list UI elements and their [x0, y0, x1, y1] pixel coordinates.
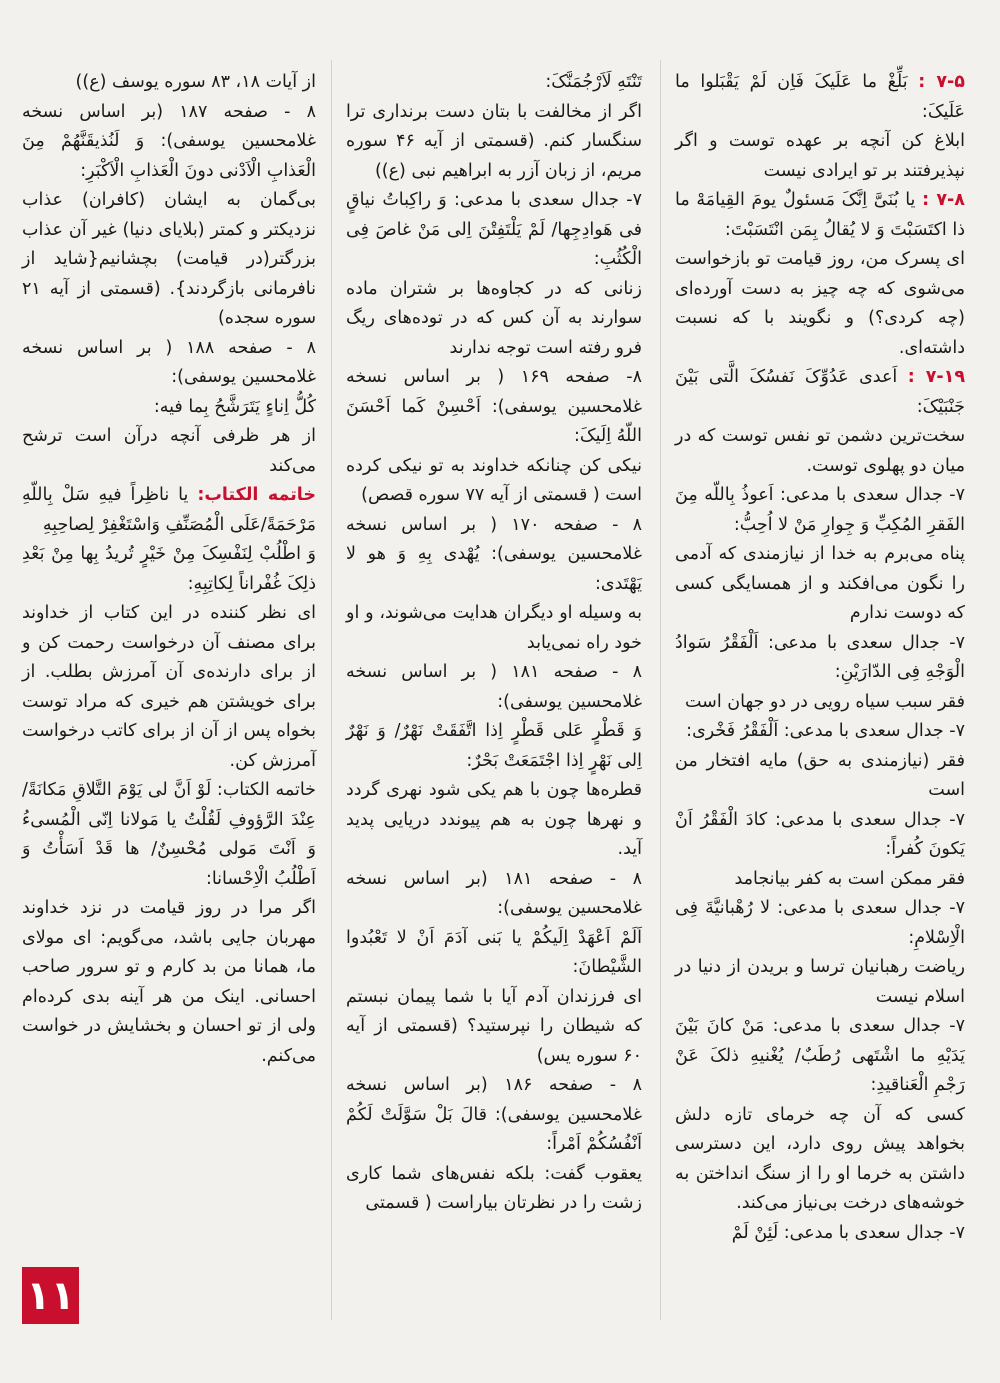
paragraph [346, 599, 642, 658]
paragraph-text: ۸ - صفحه ۱۷۰ ( بر اساس نسخه غلامحسین یوسفی): یُهْدی بِهِ وَ هو لا یَهْتَدی: [346, 514, 642, 594]
paragraph [675, 629, 965, 688]
paragraph-text: فقر (نیازمندی به حق) مایه افتخار من است [675, 750, 965, 800]
paragraph [675, 186, 965, 245]
paragraph-text: ۸ - صفحه ۱۸۸ ( بر اساس نسخه غلامحسین یوسفی): [22, 337, 316, 387]
column-divider [660, 60, 661, 1320]
paragraph [675, 865, 965, 895]
paragraph [346, 1071, 642, 1160]
paragraph [675, 1012, 965, 1101]
paragraph [22, 481, 316, 540]
page-number-badge: ۱۱ [22, 1267, 79, 1324]
paragraph [22, 540, 316, 599]
paragraph [22, 186, 316, 334]
paragraph [675, 806, 965, 865]
paragraph-text: ۸- صفحه ۱۶۹ ( بر اساس نسخه غلامحسین یوسفی): اَحْسِنْ کَما اَحْسَنَ اللّهُ اِلَیکَ: [346, 367, 642, 446]
paragraph-text: کسی که آن چه خرمای تازه دلش بخواهد پیش روی دارد، این دسترسی داشتن به خرما او را از سنگ انداختن به خوشه‌های درخت بی‌نیاز می‌کند. [675, 1104, 965, 1213]
paragraph-text: قطره‌ها چون با هم یکی شود نهری گردد و نهرها چون به هم پیوندد دریایی پدید آید. [346, 780, 642, 859]
paragraph-text: ۷- جدال سعدی با مدعی: لَئِنْ لَمْ [731, 1222, 965, 1243]
paragraph [22, 68, 316, 98]
paragraph-text: یا بُنَیَّ اِنَّکَ مَسئولٌ یومَ القِیامَهْ ما ذا اکتَسَبْتَ وَ لا یُقالُ بِمَن انْتَسَبْتَ: [675, 190, 965, 240]
paragraph-text: از آیات ۱۸، ۸۳ سوره یوسف (ع)) [75, 72, 316, 92]
paragraph-text: اَلَمْ اَعْهَدْ اِلَیکُمْ یا بَنی آدَمَ اَنْ لا تَعْبُدوا الشَّیْطانَ: [346, 927, 642, 977]
paragraph-text: پناه می‌برم به خدا از نیازمندی که آدمی را نگون می‌افکند و از همسایگی کسی که دوست ندارم [675, 544, 965, 623]
paragraph-text: یعقوب گفت: بلکه نفس‌های شما کاری زشت را در نظرتان بیاراست ( قسمتی [346, 1163, 642, 1213]
paragraph [22, 422, 316, 481]
paragraph [675, 127, 965, 186]
paragraph-text: بَلِّغْ ما عَلَیکَ فَاِن لَمْ یَقْبَلوا ما عَلَیکَ: [675, 72, 965, 122]
paragraph [346, 717, 642, 776]
paragraph-text: ۸ - صفحه ۱۸۶ (بر اساس نسخه غلامحسین یوسفی): قالَ بَلْ سَوَّلَتْ لَکُمْ اَنْفُسُکُمْ اَمْراً: [346, 1075, 642, 1154]
column-left [22, 68, 316, 1071]
paragraph-text: یا ناظِراً فیهِ سَلْ بِاللّهِ مَرْحَمَةً/عَلَی الْمُصَنِّفِ وَاسْتَغْفِرْ لِصاحِبِهِ [22, 485, 316, 535]
paragraph-text: ابلاغ کن آنچه بر عهده توست و اگر نپذیرفتند بر تو ایرادی نیست [675, 131, 965, 181]
paragraph-text: ۷- جدال سعدی با مدعی: لا رُهْبانیَّةَ فِی الْاِسْلامِ: [675, 898, 965, 948]
paragraph-text: به وسیله او دیگران هدایت می‌شوند، و او خود راه نمی‌یابد [346, 603, 642, 653]
paragraph [346, 776, 642, 865]
paragraph [22, 98, 316, 187]
paragraph [346, 452, 642, 511]
entry-number: ۷-۸ : [922, 190, 965, 210]
paragraph [346, 924, 642, 983]
paragraph-text: ۸ - صفحه ۱۸۱ (بر اساس نسخه غلامحسین یوسفی): [346, 868, 642, 918]
paragraph-text: تَنْتَهِ لَاَرْجُمَنَّکَ: [545, 72, 642, 92]
paragraph-text: اگر از مخالفت با بتان دست برنداری ترا سنگسار کنم. (قسمتی از آیه ۴۶ سوره مریم، از زبان آزر به ابراهیم نبی (ع)) [346, 101, 643, 181]
paragraph-text: ۷- جدال سعدی با مدعی: کادَ الْفَقْرُ اَنْ یَکونَ کُفراً: [675, 809, 965, 859]
paragraph-text: فقر سبب سیاه رویی در دو جهان است [684, 691, 965, 712]
paragraph-text: ای نظر کننده در این کتاب از خداوند برای مصنف آن درخواست رحمت کن و از برای دارنده‌ی آن آمرزش بطلب. از برای خویشتن هم خیری که مراد توست بخواه پس از آن از برای کاتب درخواست آمرزش کن. [22, 603, 316, 771]
paragraph-text: ای پسرک من، روز قیامت تو بازخواست می‌شوی که چه چیز به دست آورده‌ای (چه کردی؟) و نگویند با که نسبت داشته‌ای. [675, 249, 965, 358]
paragraph [675, 481, 965, 540]
paragraph [22, 334, 316, 393]
paragraph-text: ای فرزندان آدم آیا با شما پیمان نبستم که شیطان را نپرستید؟ (قسمتی از آیه ۶۰ سوره یس) [346, 986, 642, 1066]
paragraph-text: ۸ - صفحه ۱۸۱ ( بر اساس نسخه غلامحسین یوسفی): [346, 662, 642, 712]
paragraph [22, 393, 316, 423]
paragraph [346, 983, 642, 1072]
entry-number: خاتمه الکتاب: [197, 485, 316, 505]
paragraph-text: وَ اطْلُبْ لِنَفْسِکَ مِنْ خَیْرٍ تُریدُ بِها مِنْ بَعْدِ ذلِکَ غُفْراناً لِکاتِبِهِ: [22, 544, 316, 594]
paragraph [22, 776, 316, 894]
paragraph-text: ۸ - صفحه ۱۸۷ (بر اساس نسخه غلامحسین یوسفی): وَ لَنُذیقَنَّهُمْ مِنَ الْعَذابِ الْاَدْنی دونَ الْعَذابِ الْاَکْبَرِ: [22, 101, 316, 181]
paragraph [346, 68, 642, 98]
paragraph [675, 1101, 965, 1219]
paragraph [675, 363, 965, 422]
paragraph [675, 747, 965, 806]
paragraph [675, 422, 965, 481]
column-divider [331, 60, 332, 1320]
entry-number: ۷-۱۹ : [907, 367, 965, 387]
paragraph-text: ۷- جدال سعدی با مدعی: مَنْ کانَ بَیْنَ یَدَیْهِ ما اشْتَهی رُطَبٌ/ یُغْنیهِ ذلکَ عَنْ رَجْمِ الْعَناقیدِ: [675, 1016, 965, 1095]
paragraph [346, 98, 642, 187]
paragraph-text: ۷- جدال سعدی با مدعی: اَعوذُ بِاللّه مِنَ الفَقرِ المُکِبِّ وَ جِوارِ مَنْ لا اُحِبُّ: [675, 485, 965, 535]
paragraph [675, 894, 965, 953]
paragraph [346, 865, 642, 924]
paragraph-text: اگر مرا در روز قیامت در نزد خداوند مهربان جایی باشد، می‌گویم: ای مولای ما، همانا من بد کارم و تو سرور صاحب احسانی. اینک من هر آینه بدی کرده‌ام ولی از تو احسان و بخشایش در خواست می‌کنم. [22, 898, 316, 1066]
paragraph [675, 717, 965, 747]
paragraph-text: از هر ظرفی آنچه درآن است ترشح می‌کند [22, 426, 316, 476]
paragraph [346, 658, 642, 717]
paragraph [346, 186, 642, 275]
column-middle [346, 68, 642, 1219]
paragraph-text: اَعدی عَدُوِّکَ نَفسُکَ الَّتی بَیْنَ جَنْبَیْکَ: [675, 367, 965, 417]
column-right [675, 68, 965, 1248]
paragraph-text: زنانی که در کجاوه‌ها بر شتران ماده سوارند به آن کس که در توده‌های ریگ فرو رفته است توجه ندارند [346, 278, 642, 358]
paragraph-text: وَ قَطْرٍ عَلی قَطْرٍ اِذا اتَّفَقَتْ نَهْرٌ/ وَ نَهْرٌ اِلی نَهْرٍ اِذا اجْتَمَعَتْ بَحْرٌ: [346, 721, 642, 771]
paragraph-text: ریاضت رهبانیان ترسا و بریدن از دنیا در اسلام نیست [675, 957, 965, 1007]
paragraph [346, 511, 642, 600]
paragraph [675, 1219, 965, 1249]
paragraph [675, 540, 965, 629]
paragraph [675, 245, 965, 363]
paragraph [346, 363, 642, 452]
paragraph-text: ۷- جدال سعدی با مدعی: اَلْفَقْرُ سَوادُ الْوَجْهِ فِی الدّارَیْنِ: [675, 632, 965, 682]
paragraph [22, 894, 316, 1071]
paragraph-text: کُلُّ اِناءٍ یَتَرَشَّحُ بِما فیه: [153, 396, 316, 417]
paragraph-text: فقر ممکن است به کفر بیانجامد [734, 868, 965, 889]
entry-number: ۷-۵ : [918, 72, 965, 92]
paragraph [675, 688, 965, 718]
paragraph [675, 953, 965, 1012]
paragraph [346, 1160, 642, 1219]
paragraph-text: خاتمه الکتاب: لَوْ اَنَّ لی یَوْمَ التَّلاقِ مَکانَةً/ عِنْدَ الرَّؤوفِ لَقُلْتُ یا مَولانا اِنّی الْمُسیءُ وَ اَنْتَ مَولی مُحْسِنٌ/ ها قَدْ اَسَأْتُ وَ اَطْلُبُ الْاِحْسانا: [22, 780, 316, 889]
paragraph-text: سخت‌ترین دشمن تو نفس توست که در میان دو پهلوی توست. [675, 426, 965, 476]
paragraph-text: ۷- جدال سعدی با مدعی: اَلْفَقْرُ فَخْری: [686, 721, 965, 741]
paragraph-text: نیکی کن چنانکه خداوند به تو نیکی کرده است ( قسمتی از آیه ۷۷ سوره قصص) [346, 455, 642, 505]
paragraph [346, 275, 642, 364]
paragraph [675, 68, 965, 127]
paragraph [22, 599, 316, 776]
paragraph-text: بی‌گمان به ایشان (کافران) عذاب نزدیکتر و کمتر (بلایای دنیا) غیر آن عذاب بزرگتر(در قیامت) بچشانیم{شاید از نافرمانی بازگردند}. (قسمتی از آیه ۲۱ سوره سجده) [22, 190, 316, 328]
paragraph-text: ۷- جدال سعدی با مدعی: وَ راکِباتُ نیاقٍ فی هَوادِجِها/ لَمْ یَلْتَفِتْنَ اِلی مَنْ غاصَ فِی الْکُثُبِ: [346, 190, 642, 269]
